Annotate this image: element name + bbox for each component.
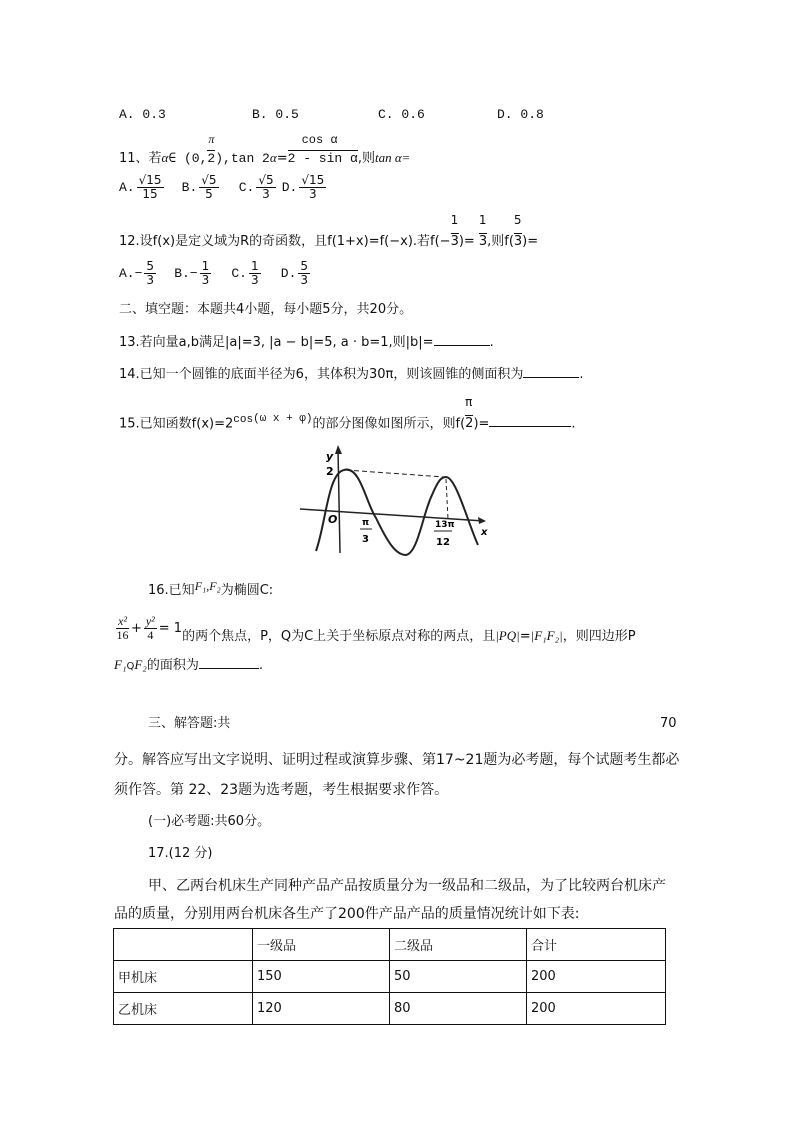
table-row: 甲机床 150 50 200 (114, 961, 666, 993)
q11-options: A. $\frac{√15}{15}$ B. $\frac{√5}{5}$ C. $\frac{√5}{3}$ D. $\frac{√15}{3}$ (119, 173, 325, 201)
max-dashed-line (346, 470, 444, 477)
q10-option-c: C. 0.6 (378, 107, 425, 122)
cosine-graph (298, 443, 488, 558)
ellipse-frac-y: $\frac{\text{y²}}{4}$ (145, 614, 155, 642)
y-axis-arrow (335, 445, 342, 454)
q17-para1: 甲、乙两台机床生产同种产品产品按质量分为一级品和二级品，为了比较两台机床产 (148, 878, 666, 894)
q12-option-a-frac: $\frac{5}{3}$ (146, 259, 155, 287)
max-label: 2 (326, 465, 334, 478)
q15-frac: π 2 (465, 395, 474, 432)
q14: 14.已知一个圆锥的底面半径为6，其体积为30π，则该圆锥的侧面积为 . (119, 367, 584, 382)
q11-option-a-frac: $\frac{√15}{15}$ (138, 173, 162, 201)
section3-points: 70 (660, 716, 677, 731)
origin-label: O (328, 513, 338, 526)
x-axis-arrow (478, 517, 486, 524)
q10-option-b: B. 0.5 (252, 107, 299, 122)
q12-option-c-frac: $\frac{1}{3}$ (250, 259, 259, 287)
header-second-grade: 二级品 (390, 929, 527, 961)
q12-options: A.− $\frac{5}{3}$ B.− $\frac{1}{3}$ C. $\frac{1}{3}$ D. $\frac{5}{3}$ (119, 259, 309, 287)
q10-option-a: A. 0.3 (119, 107, 166, 122)
q16-answer-blank[interactable] (199, 656, 259, 669)
q17-heading: 17.(12 分) (148, 846, 213, 861)
q15-answer-blank[interactable] (489, 414, 571, 427)
tick1-den: 3 (362, 534, 369, 545)
q12-frac3: 5 3 (513, 213, 523, 249)
ellipse-frac-x: $\frac{\text{x²}}{16}$ (116, 614, 129, 642)
q12-frac1: 1 3 (450, 213, 459, 249)
q12-option-b-frac: $\frac{1}{3}$ (201, 259, 210, 287)
required-heading: (一)必考题:共60分。 (148, 814, 271, 829)
header-total: 合计 (527, 929, 666, 961)
table-row: 乙机床 120 80 200 (114, 993, 666, 1025)
q11-fraction: cos α 2 - sin α (287, 133, 358, 166)
q16-line3: F₁QF₂的面积为 . (114, 657, 263, 673)
section2-heading: 二、填空题：本题共4小题，每小题5分，共20分。 (119, 302, 413, 317)
q11-alpha: α (161, 150, 169, 165)
tick1-num: π (362, 518, 370, 528)
section3-line3: 须作答。第 22、23题为选考题，考生根据要求作答。 (114, 782, 449, 798)
y-axis (338, 449, 340, 553)
section3-heading: 三、解答题:共 (148, 716, 231, 731)
q17-para2: 品的质量，分别用两台机床各生产了200件产品产品的质量情况统计如下表: (114, 906, 580, 922)
q12-stem: 12.设f(x)是定义域为R的奇函数，且f(1+x)=f(−x).若f(− 1 3)= 1 3,则f( 5 3)= (119, 213, 539, 249)
tick2-den: 12 (436, 537, 450, 548)
tick2-num: 13π (435, 520, 455, 530)
q14-answer-blank[interactable] (523, 365, 579, 378)
q13-answer-blank[interactable] (434, 333, 490, 346)
q11-option-c-frac: $\frac{√5}{3}$ (258, 173, 274, 201)
q16-line1: 16.已知F₁,F₂为椭圆C: (148, 579, 274, 598)
quality-table (113, 928, 666, 1025)
table-header-row (114, 929, 666, 961)
y-label: y (326, 450, 334, 463)
q11-option-d-frac: $\frac{√15}{3}$ (301, 173, 325, 201)
peak-dashed-line (446, 479, 448, 519)
q11-prefix: 11、若 (119, 151, 162, 166)
q12-option-d-frac: $\frac{5}{3}$ (300, 259, 309, 287)
header-first-grade: 一级品 (253, 929, 390, 961)
q10-option-d: D. 0.8 (497, 107, 544, 122)
x-label: x (481, 527, 488, 538)
q11-stem: 11、若α∈ (0, π 2),tan 2α= cos α 2 - sin α,则tan α= (119, 132, 411, 166)
q11-interval: ∈ (0, (168, 151, 208, 166)
section3-line2: 分。解答应写出文字说明、证明过程或演算步骤、第17~21题为必考题，每个试题考生都必 (114, 752, 680, 768)
q12-frac2: 1 3 (478, 213, 488, 249)
q11-tan2: tan 2 (230, 151, 270, 166)
q15: 15.已知函数$f(x)=2^{cos(\omega x + \varphi)}$的部分图像如图所示，则f( π 2)= . (119, 395, 576, 432)
q16-line2: $\frac{\text{x²}}{16}$ + $\frac{\text{y²}}{4}$ = 1的两个焦点，P，Q为C上关于坐标原点对称的两点，且|PQ|=|F₁F₂|，则四边形P (116, 614, 636, 644)
q11-option-b-frac: $\frac{√5}{5}$ (201, 173, 217, 201)
q11-interval-frac: π 2 (207, 132, 216, 166)
q13: 13.若向量a,b满足|a|=3, |a − b|=5, a · b=1,则|b|= . (119, 335, 494, 350)
